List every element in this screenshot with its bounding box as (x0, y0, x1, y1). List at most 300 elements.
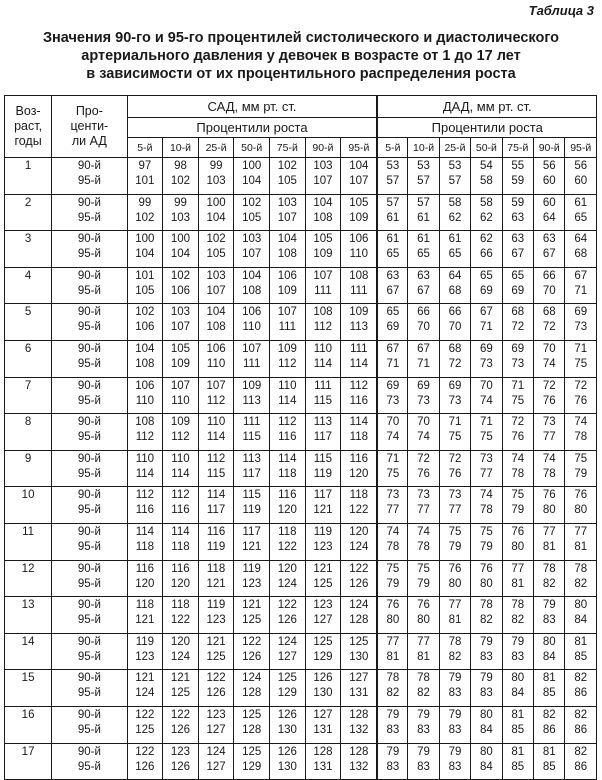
dbp-value-cell (502, 706, 533, 743)
bp-percentile-header-line: центи- (70, 119, 109, 133)
dbp-value: 80 (479, 708, 493, 721)
dbp-value: 61 (574, 196, 588, 209)
sbp-value: 111 (314, 284, 332, 297)
sbp-value: 107 (242, 342, 262, 355)
dbp-value: 73 (511, 357, 525, 370)
dbp-value: 61 (417, 211, 430, 224)
dbp-value: 73 (417, 489, 430, 502)
sbp-value: 102 (135, 211, 155, 224)
sbp-value-cell (198, 487, 234, 524)
dbp-value: 79 (479, 540, 493, 553)
table-row (5, 377, 597, 414)
dbp-value-cell (565, 450, 597, 487)
dbp-value: 80 (448, 577, 462, 590)
dbp-value: 64 (542, 211, 556, 224)
sbp-value: 123 (135, 650, 155, 663)
sbp-value: 128 (242, 723, 262, 736)
dbp-value: 63 (511, 233, 525, 246)
bp-percentile-label: 90-й (77, 196, 101, 209)
dbp-value: 86 (574, 723, 588, 736)
sbp-value: 127 (206, 760, 226, 773)
sbp-value: 130 (349, 650, 369, 663)
sbp-value: 126 (170, 760, 191, 773)
dbp-value-cell (565, 523, 597, 560)
dbp-value: 68 (448, 284, 462, 297)
dbp-value: 73 (479, 452, 493, 465)
table-row (5, 560, 597, 597)
dbp-value: 77 (417, 504, 430, 517)
dbp-value: 76 (417, 599, 430, 612)
dbp-value-cell (408, 523, 439, 560)
dbp-value: 77 (542, 431, 556, 444)
sbp-value-cell (341, 487, 378, 524)
sbp-value: 120 (277, 504, 297, 517)
dbp-value-cell (471, 267, 502, 304)
sbp-value: 108 (135, 416, 155, 429)
sbp-value: 108 (313, 306, 333, 319)
dbp-value-cell (439, 706, 470, 743)
sbp-value: 122 (349, 504, 369, 517)
sbp-value: 117 (313, 489, 333, 502)
dbp-value: 81 (574, 635, 588, 648)
dbp-percentile-col: 5-й (377, 138, 407, 158)
sbp-value-cell (234, 633, 270, 670)
table-row (5, 194, 597, 231)
dbp-value: 73 (386, 489, 400, 502)
sbp-value-cell (163, 414, 199, 451)
sbp-value: 112 (278, 357, 297, 370)
dbp-value-cell (534, 670, 565, 707)
sbp-value: 103 (277, 196, 297, 209)
sbp-value: 113 (349, 321, 368, 334)
sbp-value: 122 (277, 599, 297, 612)
age-cell: 6 (5, 340, 52, 377)
dbp-value: 81 (448, 614, 462, 627)
sbp-value-cell (127, 706, 163, 743)
dbp-value-cell (534, 267, 565, 304)
dbp-percentile-col: 50-й (471, 138, 502, 158)
sbp-value-cell (305, 377, 341, 414)
bp-percentile-label: 95-й (77, 504, 101, 517)
bp-percentile-header (52, 96, 127, 158)
dbp-value-cell (565, 560, 597, 597)
sbp-value-cell (163, 670, 199, 707)
dbp-value: 69 (574, 306, 588, 319)
dbp-value-cell (377, 706, 407, 743)
dbp-value-cell (408, 487, 439, 524)
dbp-value-cell (565, 633, 597, 670)
sbp-value-cell (234, 414, 270, 451)
sbp-value-cell (127, 267, 163, 304)
bp-percentile-cell (52, 597, 127, 634)
dbp-value-cell (377, 414, 407, 451)
dbp-value: 85 (574, 650, 588, 663)
sbp-value-cell (270, 377, 306, 414)
age-cell: 17 (5, 743, 52, 780)
table-row (5, 340, 597, 377)
dbp-value-cell (565, 158, 597, 195)
sbp-value-cell (341, 523, 378, 560)
dbp-value-cell (439, 231, 470, 268)
age-header-line: Воз- (15, 104, 41, 118)
sbp-value-cell (198, 597, 234, 634)
sbp-value: 110 (313, 342, 333, 355)
sbp-value: 107 (170, 321, 191, 334)
dbp-value: 71 (417, 357, 430, 370)
sbp-value-cell (270, 267, 306, 304)
dbp-value-cell (408, 267, 439, 304)
dbp-value: 78 (574, 431, 588, 444)
sbp-value: 129 (242, 760, 262, 773)
dbp-value-cell (534, 743, 565, 780)
sbp-value-cell (163, 743, 199, 780)
dbp-height-percentiles-header: Процентили роста (377, 118, 596, 138)
sbp-value: 105 (206, 248, 226, 261)
sbp-value: 110 (171, 394, 190, 407)
bp-percentile-label: 95-й (77, 284, 101, 297)
sbp-value-cell (341, 414, 378, 451)
sbp-value: 104 (135, 248, 155, 261)
bp-percentile-label: 95-й (77, 723, 101, 736)
dbp-value: 82 (511, 614, 525, 627)
dbp-value: 59 (511, 196, 525, 209)
dbp-value: 79 (479, 672, 493, 685)
sbp-value: 112 (206, 394, 226, 407)
table-row (5, 597, 597, 634)
dbp-value: 80 (511, 540, 525, 553)
dbp-value-cell (408, 231, 439, 268)
sbp-value: 115 (313, 452, 333, 465)
sbp-value-cell (163, 231, 199, 268)
dbp-value: 74 (511, 452, 525, 465)
title-line: Значения 90-го и 95-го процентилей систолического и диастолического (42, 30, 560, 46)
sbp-value-cell (341, 304, 378, 341)
dbp-value: 57 (448, 175, 462, 187)
dbp-value: 84 (574, 614, 588, 627)
sbp-value: 111 (314, 379, 332, 392)
dbp-value: 81 (511, 708, 525, 721)
dbp-value: 79 (448, 708, 462, 721)
sbp-value: 111 (350, 342, 368, 355)
dbp-value: 83 (386, 760, 400, 773)
sbp-value-cell (198, 706, 234, 743)
sbp-value: 131 (313, 723, 333, 736)
dbp-value-cell (408, 597, 439, 634)
sbp-value: 127 (277, 650, 297, 663)
bp-percentile-cell (52, 267, 127, 304)
sbp-value: 110 (206, 357, 226, 370)
dbp-value: 76 (511, 431, 525, 444)
sbp-value: 100 (135, 233, 155, 246)
dbp-value-cell (471, 340, 502, 377)
sbp-value-cell (270, 706, 306, 743)
sbp-value: 120 (170, 635, 191, 648)
sbp-value-cell (234, 450, 270, 487)
sbp-value-cell (127, 340, 163, 377)
sbp-value-cell (305, 304, 341, 341)
dbp-value: 69 (479, 342, 493, 355)
sbp-value: 107 (206, 379, 226, 392)
dbp-value: 74 (542, 357, 556, 370)
dbp-value: 69 (386, 321, 400, 334)
sbp-value-cell (198, 231, 234, 268)
sbp-value: 129 (277, 687, 297, 700)
sbp-value-cell (163, 523, 199, 560)
sbp-value: 130 (277, 760, 297, 773)
age-cell: 1 (5, 158, 52, 195)
dbp-value: 85 (511, 760, 525, 773)
dbp-value: 71 (386, 452, 400, 465)
dbp-value: 70 (542, 342, 556, 355)
dbp-value: 83 (448, 687, 462, 700)
dbp-value: 71 (511, 379, 525, 392)
sbp-value: 99 (174, 196, 187, 209)
sbp-value-cell (198, 633, 234, 670)
sbp-value: 130 (277, 723, 297, 736)
dbp-value: 62 (479, 233, 493, 246)
sbp-value: 104 (242, 269, 262, 282)
sbp-value-cell (341, 267, 378, 304)
sbp-value: 120 (349, 467, 369, 480)
sbp-value-cell (270, 560, 306, 597)
dbp-value-cell (439, 597, 470, 634)
sbp-value: 125 (242, 745, 262, 758)
sbp-value: 118 (349, 431, 368, 444)
dbp-value: 82 (417, 687, 430, 700)
dbp-value-cell (408, 670, 439, 707)
sbp-value: 127 (349, 672, 369, 685)
dbp-percentile-col: 90-й (534, 138, 565, 158)
dbp-value: 79 (574, 467, 588, 480)
sbp-value: 117 (206, 504, 226, 517)
dbp-value: 59 (511, 175, 525, 187)
dbp-value: 69 (417, 379, 430, 392)
dbp-value-cell (502, 597, 533, 634)
bp-percentile-label: 95-й (77, 577, 101, 590)
sbp-percentile-col: 95-й (341, 138, 378, 158)
dbp-value: 58 (448, 196, 462, 209)
sbp-value-cell (305, 231, 341, 268)
dbp-value: 71 (574, 284, 588, 297)
dbp-value: 78 (386, 540, 400, 553)
dbp-value: 79 (417, 708, 430, 721)
dbp-value: 53 (386, 160, 400, 172)
dbp-value-cell (377, 340, 407, 377)
dbp-value: 63 (511, 211, 525, 224)
dbp-value: 77 (386, 635, 400, 648)
sbp-value: 111 (350, 284, 368, 297)
dbp-value-cell (471, 158, 502, 195)
dbp-value-cell (439, 743, 470, 780)
dbp-value: 78 (542, 467, 556, 480)
sbp-value: 104 (135, 342, 155, 355)
dbp-value-cell (377, 158, 407, 195)
dbp-value-cell (471, 523, 502, 560)
sbp-value-cell (305, 560, 341, 597)
sbp-value: 100 (206, 196, 226, 209)
dbp-value: 66 (542, 269, 556, 282)
sbp-value: 107 (313, 175, 333, 187)
dbp-value: 82 (574, 577, 588, 590)
bp-percentile-label: 90-й (77, 672, 101, 685)
age-cell: 4 (5, 267, 52, 304)
sbp-value-cell (270, 158, 306, 195)
dbp-value: 61 (386, 211, 400, 224)
sbp-value-cell (198, 414, 234, 451)
sbp-value: 123 (313, 540, 333, 553)
sbp-value-cell (234, 523, 270, 560)
table-body (5, 158, 597, 780)
table-label: Таблица 3 (528, 3, 594, 18)
dbp-value-cell (377, 523, 407, 560)
dbp-value: 79 (386, 708, 400, 721)
age-header-line: раст, (14, 119, 43, 133)
dbp-value-cell (408, 194, 439, 231)
sbp-value: 120 (170, 577, 191, 590)
sbp-value: 131 (349, 687, 369, 700)
sbp-value-cell (270, 340, 306, 377)
sbp-value: 118 (171, 540, 190, 553)
dbp-value: 71 (386, 357, 400, 370)
sbp-percentile-col: 10-й (163, 138, 199, 158)
sbp-value: 124 (349, 540, 369, 553)
bp-percentile-label: 95-й (77, 431, 101, 444)
dbp-percentile-col: 25-й (439, 138, 470, 158)
dbp-value-cell (534, 633, 565, 670)
table-row (5, 158, 597, 195)
age-cell: 15 (5, 670, 52, 707)
sbp-value: 112 (313, 321, 333, 334)
dbp-value: 83 (448, 760, 462, 773)
sbp-value-cell (234, 743, 270, 780)
sbp-value: 119 (242, 504, 261, 517)
dbp-value-cell (534, 304, 565, 341)
sbp-value-cell (127, 304, 163, 341)
sbp-value: 106 (242, 306, 262, 319)
dbp-value: 80 (574, 599, 588, 612)
sbp-value-cell (305, 340, 341, 377)
bp-percentile-cell (52, 194, 127, 231)
sbp-value: 107 (349, 175, 369, 187)
sbp-value-cell (305, 670, 341, 707)
bp-percentile-label: 90-й (77, 160, 101, 172)
dbp-value: 65 (386, 306, 400, 319)
sbp-value: 105 (349, 196, 369, 209)
table-row (5, 231, 597, 268)
dbp-value-cell (439, 670, 470, 707)
table-row (5, 743, 597, 780)
sbp-value: 110 (278, 379, 297, 392)
dbp-value: 69 (479, 284, 493, 297)
bp-percentile-label: 90-й (77, 745, 101, 758)
sbp-value: 121 (242, 599, 262, 612)
dbp-value: 83 (448, 723, 462, 736)
sbp-value: 108 (135, 357, 155, 370)
dbp-value: 77 (479, 467, 493, 480)
dbp-value-cell (408, 304, 439, 341)
sbp-value-cell (341, 158, 378, 195)
sbp-value: 131 (313, 760, 333, 773)
sbp-value: 114 (171, 467, 190, 480)
dbp-value: 74 (386, 525, 400, 538)
sbp-value: 104 (206, 306, 226, 319)
dbp-value-cell (534, 377, 565, 414)
sbp-value-cell (234, 158, 270, 195)
sbp-value: 126 (242, 650, 262, 663)
bp-percentile-label: 90-й (77, 562, 101, 575)
dbp-value: 67 (386, 342, 400, 355)
age-cell: 8 (5, 414, 52, 451)
dbp-value: 77 (574, 525, 588, 538)
dbp-value: 72 (511, 416, 525, 429)
sbp-value: 104 (313, 196, 333, 209)
dbp-value: 83 (511, 650, 525, 663)
sbp-value-cell (341, 194, 378, 231)
sbp-value: 99 (138, 196, 152, 209)
dbp-value: 80 (386, 614, 400, 627)
sbp-value: 112 (135, 431, 155, 444)
dbp-value: 78 (574, 562, 588, 575)
bp-percentile-label: 95-й (77, 614, 101, 627)
sbp-value: 109 (349, 211, 369, 224)
dbp-value: 71 (448, 416, 462, 429)
dbp-percentile-col: 10-й (408, 138, 439, 158)
dbp-value-cell (471, 304, 502, 341)
dbp-value-cell (534, 706, 565, 743)
dbp-value: 72 (448, 357, 462, 370)
sbp-value: 103 (170, 306, 191, 319)
sbp-value: 111 (278, 321, 297, 334)
sbp-value: 113 (242, 452, 261, 465)
sbp-value: 118 (135, 599, 155, 612)
sbp-value-cell (198, 158, 234, 195)
sbp-value: 118 (278, 467, 297, 480)
sbp-value: 125 (313, 577, 333, 590)
dbp-value: 73 (574, 321, 588, 334)
sbp-value: 129 (313, 650, 333, 663)
dbp-value-cell (565, 340, 597, 377)
dbp-percentile-col: 95-й (565, 138, 597, 158)
sbp-value: 110 (135, 452, 155, 465)
dbp-value: 58 (479, 175, 493, 187)
sbp-value: 126 (277, 614, 297, 627)
dbp-value-cell (502, 231, 533, 268)
dbp-value-cell (565, 304, 597, 341)
dbp-value: 64 (574, 233, 588, 246)
sbp-value: 120 (277, 562, 297, 575)
dbp-value: 75 (386, 467, 400, 480)
sbp-value: 102 (277, 160, 297, 172)
dbp-value: 62 (479, 211, 493, 224)
dbp-value-cell (471, 670, 502, 707)
dbp-value-cell (502, 267, 533, 304)
bp-percentile-label: 90-й (77, 379, 101, 392)
dbp-value: 60 (542, 196, 556, 209)
dbp-value: 84 (511, 687, 525, 700)
sbp-value: 121 (135, 614, 155, 627)
sbp-value-cell (163, 158, 199, 195)
sbp-value: 101 (135, 175, 155, 187)
sbp-value: 117 (242, 525, 261, 538)
sbp-value: 116 (171, 504, 190, 517)
sbp-value-cell (270, 633, 306, 670)
dbp-value-cell (502, 340, 533, 377)
sbp-value: 118 (135, 540, 155, 553)
sbp-value: 108 (206, 321, 226, 334)
sbp-value-cell (270, 670, 306, 707)
sbp-value-cell (270, 304, 306, 341)
dbp-value-cell (408, 560, 439, 597)
